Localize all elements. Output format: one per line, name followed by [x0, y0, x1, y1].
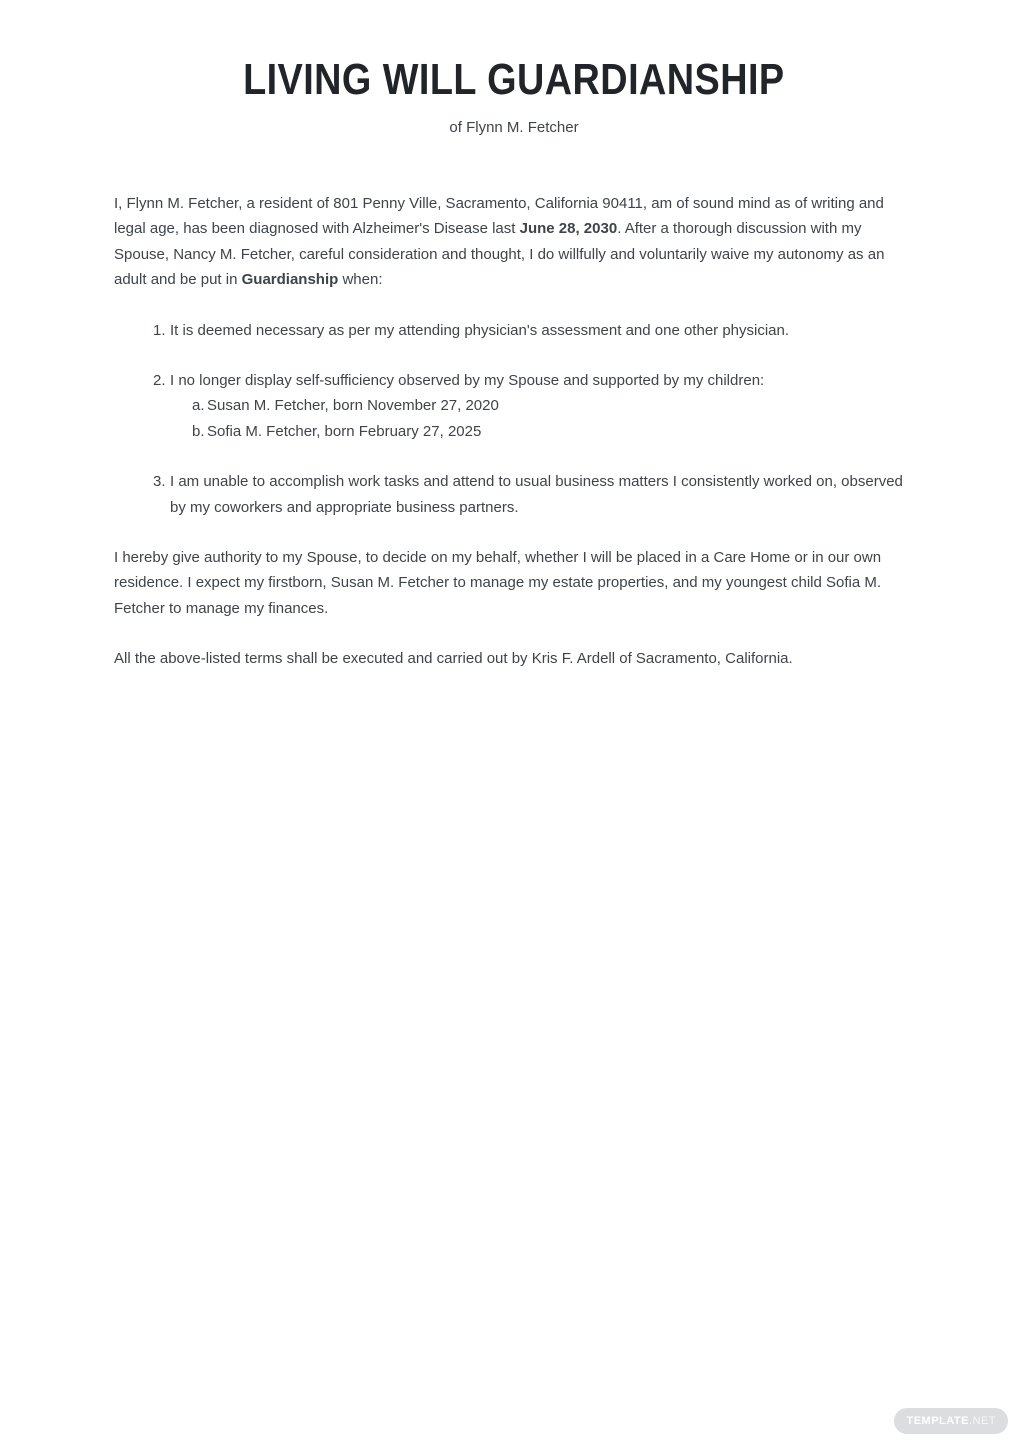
- document-title: [114, 57, 914, 103]
- badge-brand-bold: TEMPLATE: [906, 1415, 969, 1427]
- child-text: Susan M. Fetcher, born November 27, 2020: [207, 397, 499, 415]
- condition-item-1: [114, 318, 914, 343]
- conditions-list: [114, 318, 914, 520]
- condition-text: I am unable to accomplish work tasks and attend to usual business matters I consistently worked on, observed by my coworkers and appropriate business partners.: [170, 473, 903, 516]
- intro-text-1: I, Flynn M. Fetcher, a resident of 801 Penny Ville, Sacramento, California 90411, am of sound mind as of writing and legal age, has been diagnosed with Alzheimer's Disease last: [114, 195, 884, 238]
- condition-number: 3.: [153, 473, 166, 491]
- child-item-b: [170, 419, 914, 444]
- badge-brand-suffix: .NET: [968, 1415, 996, 1427]
- condition-text: It is deemed necessary as per my attending physician's assessment and one other physician.: [170, 321, 790, 339]
- execution-paragraph: All the above-listed terms shall be executed and carried out by Kris F. Ardell of Sacramento, California.: [114, 650, 793, 668]
- condition-item-3: [114, 469, 914, 520]
- child-letter: b.: [192, 422, 205, 440]
- diagnosis-date: June 28, 2030: [519, 220, 618, 238]
- intro-paragraph: [114, 191, 914, 293]
- child-text: Sofia M. Fetcher, born February 27, 2025: [207, 422, 482, 440]
- intro-text-3: when:: [338, 271, 383, 289]
- document-title-text: LIVING WILL GUARDIANSHIP: [243, 55, 785, 104]
- templatenet-badge[interactable]: [894, 1408, 1008, 1434]
- child-letter: a.: [192, 397, 205, 415]
- condition-text-block: [170, 368, 914, 444]
- document-body: [114, 191, 914, 672]
- child-item-a: [170, 393, 914, 418]
- condition-number: 1.: [153, 321, 166, 339]
- guardianship-term: Guardianship: [241, 271, 339, 289]
- intro-text-2: . After a thorough discussion with my Spouse, Nancy M. Fetcher, careful consideration and thought, I do willfully and voluntarily waive my autonomy as an adult and be put in: [114, 220, 885, 289]
- condition-number: 2.: [153, 372, 166, 390]
- authority-paragraph: I hereby give authority to my Spouse, to decide on my behalf, whether I will be placed in a Care Home or in our own residence. I expect my firstborn, Susan M. Fetcher to manage my estate properties, and my youngest child Sofia M. Fetcher to manage my finances.: [114, 549, 882, 617]
- condition-text: I no longer display self-sufficiency observed by my Spouse and supported by my children:: [170, 372, 765, 390]
- condition-item-2: [114, 368, 914, 444]
- document-subtitle: of Flynn M. Fetcher: [449, 119, 579, 136]
